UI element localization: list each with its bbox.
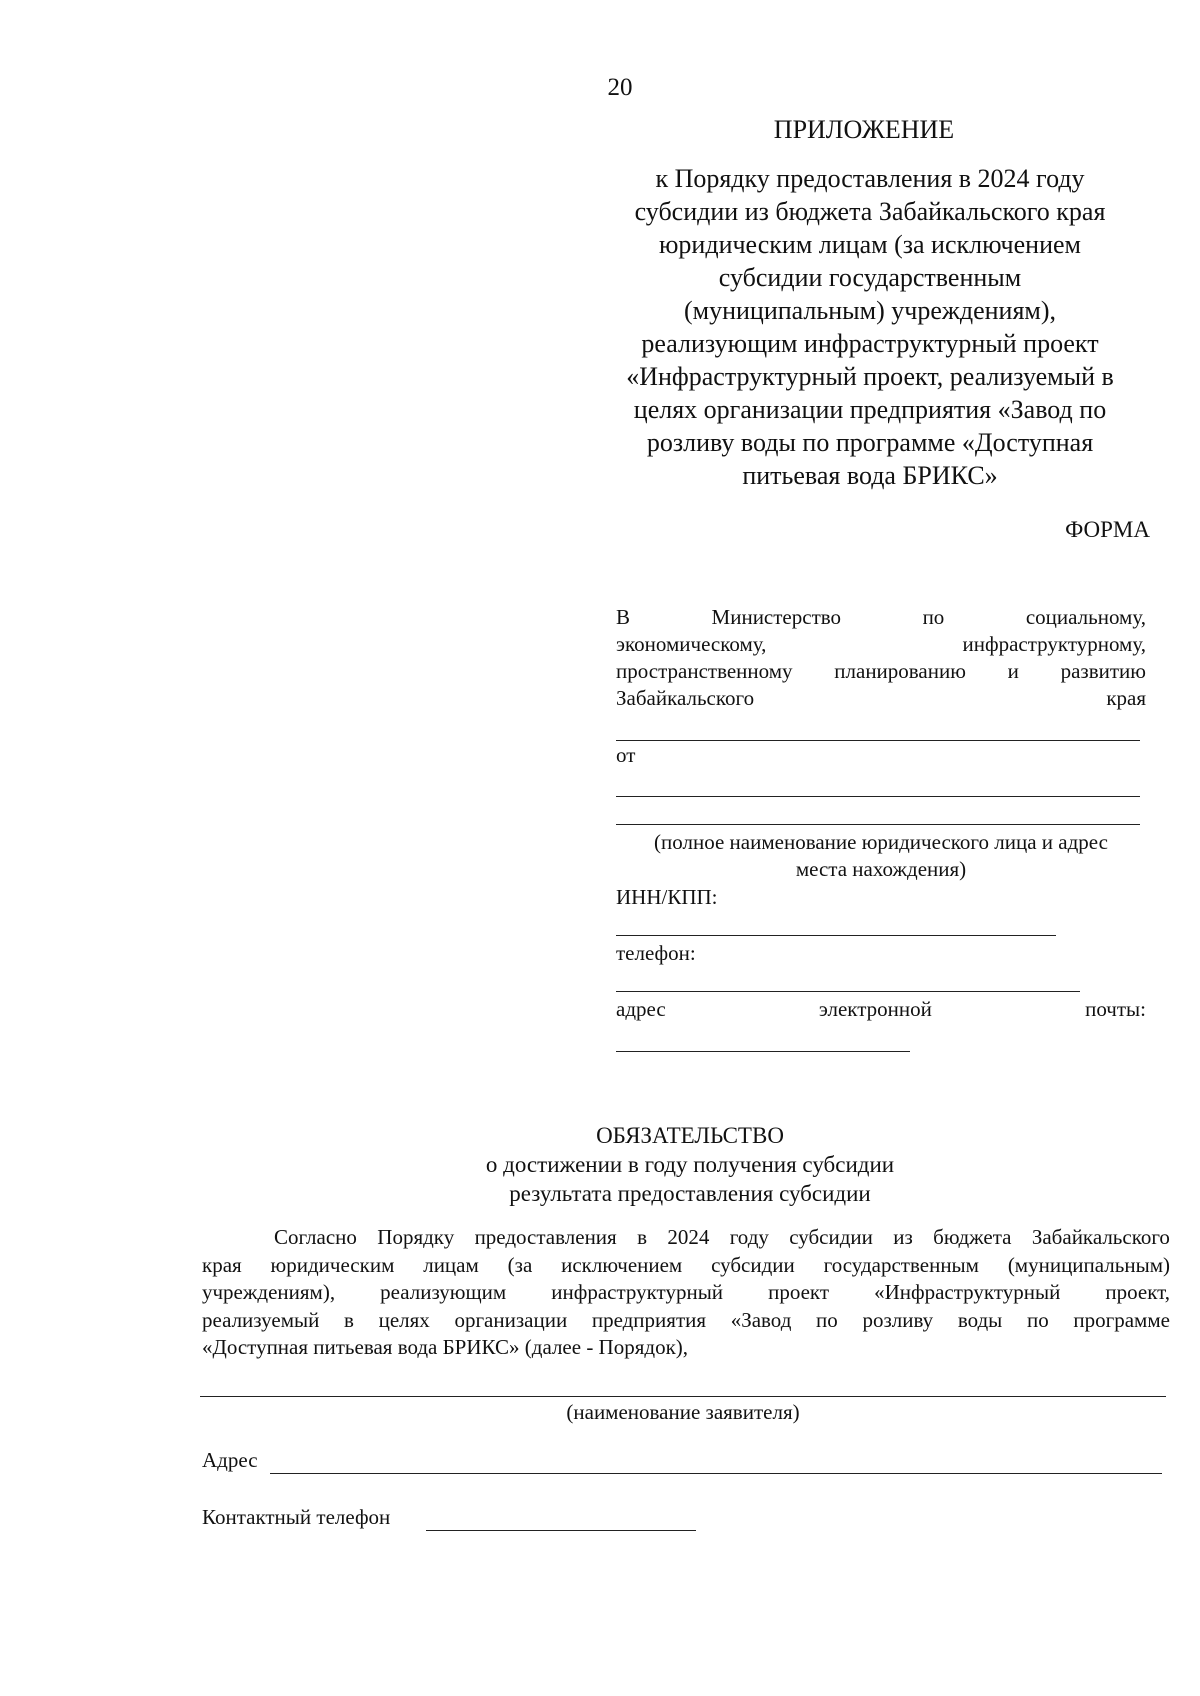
word: бюджета (933, 1225, 1012, 1249)
word: лицам (423, 1252, 479, 1277)
word: субсидии (789, 1225, 873, 1249)
word: учреждениям), (202, 1280, 336, 1304)
word: экономическому, (616, 632, 767, 656)
inn-kpp-line[interactable] (616, 935, 1056, 936)
appendix-line: юридическим лицам (за исключением (659, 230, 1081, 259)
applicant-caption: (наименование заявителя) (566, 1400, 800, 1424)
addressee-underline (616, 740, 1140, 741)
appendix-line: субсидии государственным (718, 263, 1022, 292)
paragraph-line (202, 1252, 1170, 1280)
paragraph-line: «Доступная питьевая вода БРИКС» (далее - Порядок), (202, 1335, 689, 1359)
address-label: Адрес (202, 1448, 258, 1472)
word: году (729, 1225, 769, 1249)
word: предоставления (474, 1225, 617, 1249)
contact-phone-line[interactable] (426, 1530, 696, 1531)
word: реализующим (380, 1280, 507, 1304)
word: реализуемый (202, 1307, 320, 1332)
word: «Завод (730, 1307, 792, 1332)
appendix-reference (600, 162, 1140, 492)
obligation-title-block (0, 1121, 1200, 1208)
word: края (202, 1252, 242, 1277)
addressee-line (616, 658, 1146, 685)
obligation-title: ОБЯЗАТЕЛЬСТВО (596, 1123, 784, 1148)
word: программе (1073, 1307, 1170, 1332)
word: государственным (823, 1252, 979, 1277)
word: юридическим (270, 1252, 395, 1277)
phone-line[interactable] (616, 991, 1080, 992)
page-number: 20 (607, 74, 633, 101)
address-line[interactable] (270, 1473, 1162, 1474)
word: почты: (1085, 997, 1146, 1021)
word: развитию (1060, 659, 1146, 683)
org-name-line[interactable] (616, 824, 1140, 825)
phone-label: телефон: (616, 941, 696, 965)
appendix-line: «Инфраструктурный проект, реализуемый в (626, 362, 1114, 391)
word: Согласно (274, 1225, 357, 1249)
org-name-line[interactable] (616, 796, 1140, 797)
applicant-name-line[interactable] (200, 1396, 1166, 1397)
obligation-subtitle: о достижении в году получения субсидии (485, 1152, 895, 1177)
word: (за (507, 1252, 533, 1277)
word: электронной (818, 997, 932, 1021)
word: планированию (834, 659, 966, 683)
word: Забайкальского (616, 686, 755, 710)
word: края (1106, 686, 1146, 710)
word: по (816, 1307, 838, 1332)
word: (муниципальным) (1007, 1252, 1170, 1277)
addressee-line (616, 685, 1146, 712)
word: адрес (616, 997, 666, 1021)
word: Министерство (711, 605, 842, 629)
word: по (922, 605, 945, 629)
word: из (893, 1225, 913, 1249)
word: розливу (862, 1307, 934, 1332)
from-label: от (616, 743, 636, 767)
paragraph-line (202, 1224, 1170, 1252)
appendix-line: целях организации предприятия «Завод по (633, 395, 1107, 424)
paragraph-line (202, 1307, 1170, 1335)
org-caption-line: (полное наименование юридического лица и адрес (654, 830, 1108, 854)
addressee-line (616, 631, 1146, 658)
word: Порядку (377, 1225, 455, 1249)
word: проект, (1105, 1280, 1170, 1304)
form-label: ФОРМА (1065, 517, 1150, 542)
word: В (616, 605, 631, 629)
word: социальному, (1025, 605, 1146, 629)
appendix-line: к Порядку предоставления в 2024 году (655, 164, 1085, 193)
paragraph-line (202, 1279, 1170, 1307)
word: 2024 (667, 1225, 710, 1249)
obligation-paragraph (202, 1224, 1170, 1362)
word: по (1026, 1307, 1049, 1332)
word: воды (957, 1307, 1003, 1332)
word: в (637, 1225, 647, 1249)
word: «Инфраструктурный (874, 1280, 1061, 1304)
word: Забайкальского (1031, 1225, 1170, 1249)
email-line[interactable] (616, 1051, 910, 1052)
inn-kpp-label: ИНН/КПП: (616, 885, 718, 909)
word: исключением (561, 1252, 683, 1277)
word: в (344, 1307, 354, 1332)
word: пространственному (616, 659, 793, 683)
appendix-title: ПРИЛОЖЕНИЕ (773, 115, 955, 144)
email-label (616, 996, 1146, 1023)
word: организации (454, 1307, 568, 1332)
obligation-subtitle: результата предоставления субсидии (509, 1181, 871, 1206)
word: инфраструктурному, (962, 632, 1146, 656)
appendix-line: реализующим инфраструктурный проект (641, 329, 1099, 358)
word: и (1007, 659, 1019, 683)
appendix-line: (муниципальным) учреждениям), (683, 296, 1057, 325)
word: инфраструктурный (551, 1280, 724, 1304)
word: субсидии (711, 1252, 795, 1277)
word: целях (378, 1307, 430, 1332)
org-caption-line: места нахождения) (795, 857, 967, 881)
appendix-line: розливу воды по программе «Доступная (646, 428, 1094, 457)
addressee-block (616, 604, 1146, 712)
appendix-line: питьевая вода БРИКС» (742, 461, 998, 490)
contact-phone-label: Контактный телефон (202, 1505, 391, 1529)
appendix-line: субсидии из бюджета Забайкальского края (634, 197, 1106, 226)
addressee-line (616, 604, 1146, 631)
word: предприятия (591, 1307, 707, 1332)
word: проект (768, 1280, 830, 1304)
